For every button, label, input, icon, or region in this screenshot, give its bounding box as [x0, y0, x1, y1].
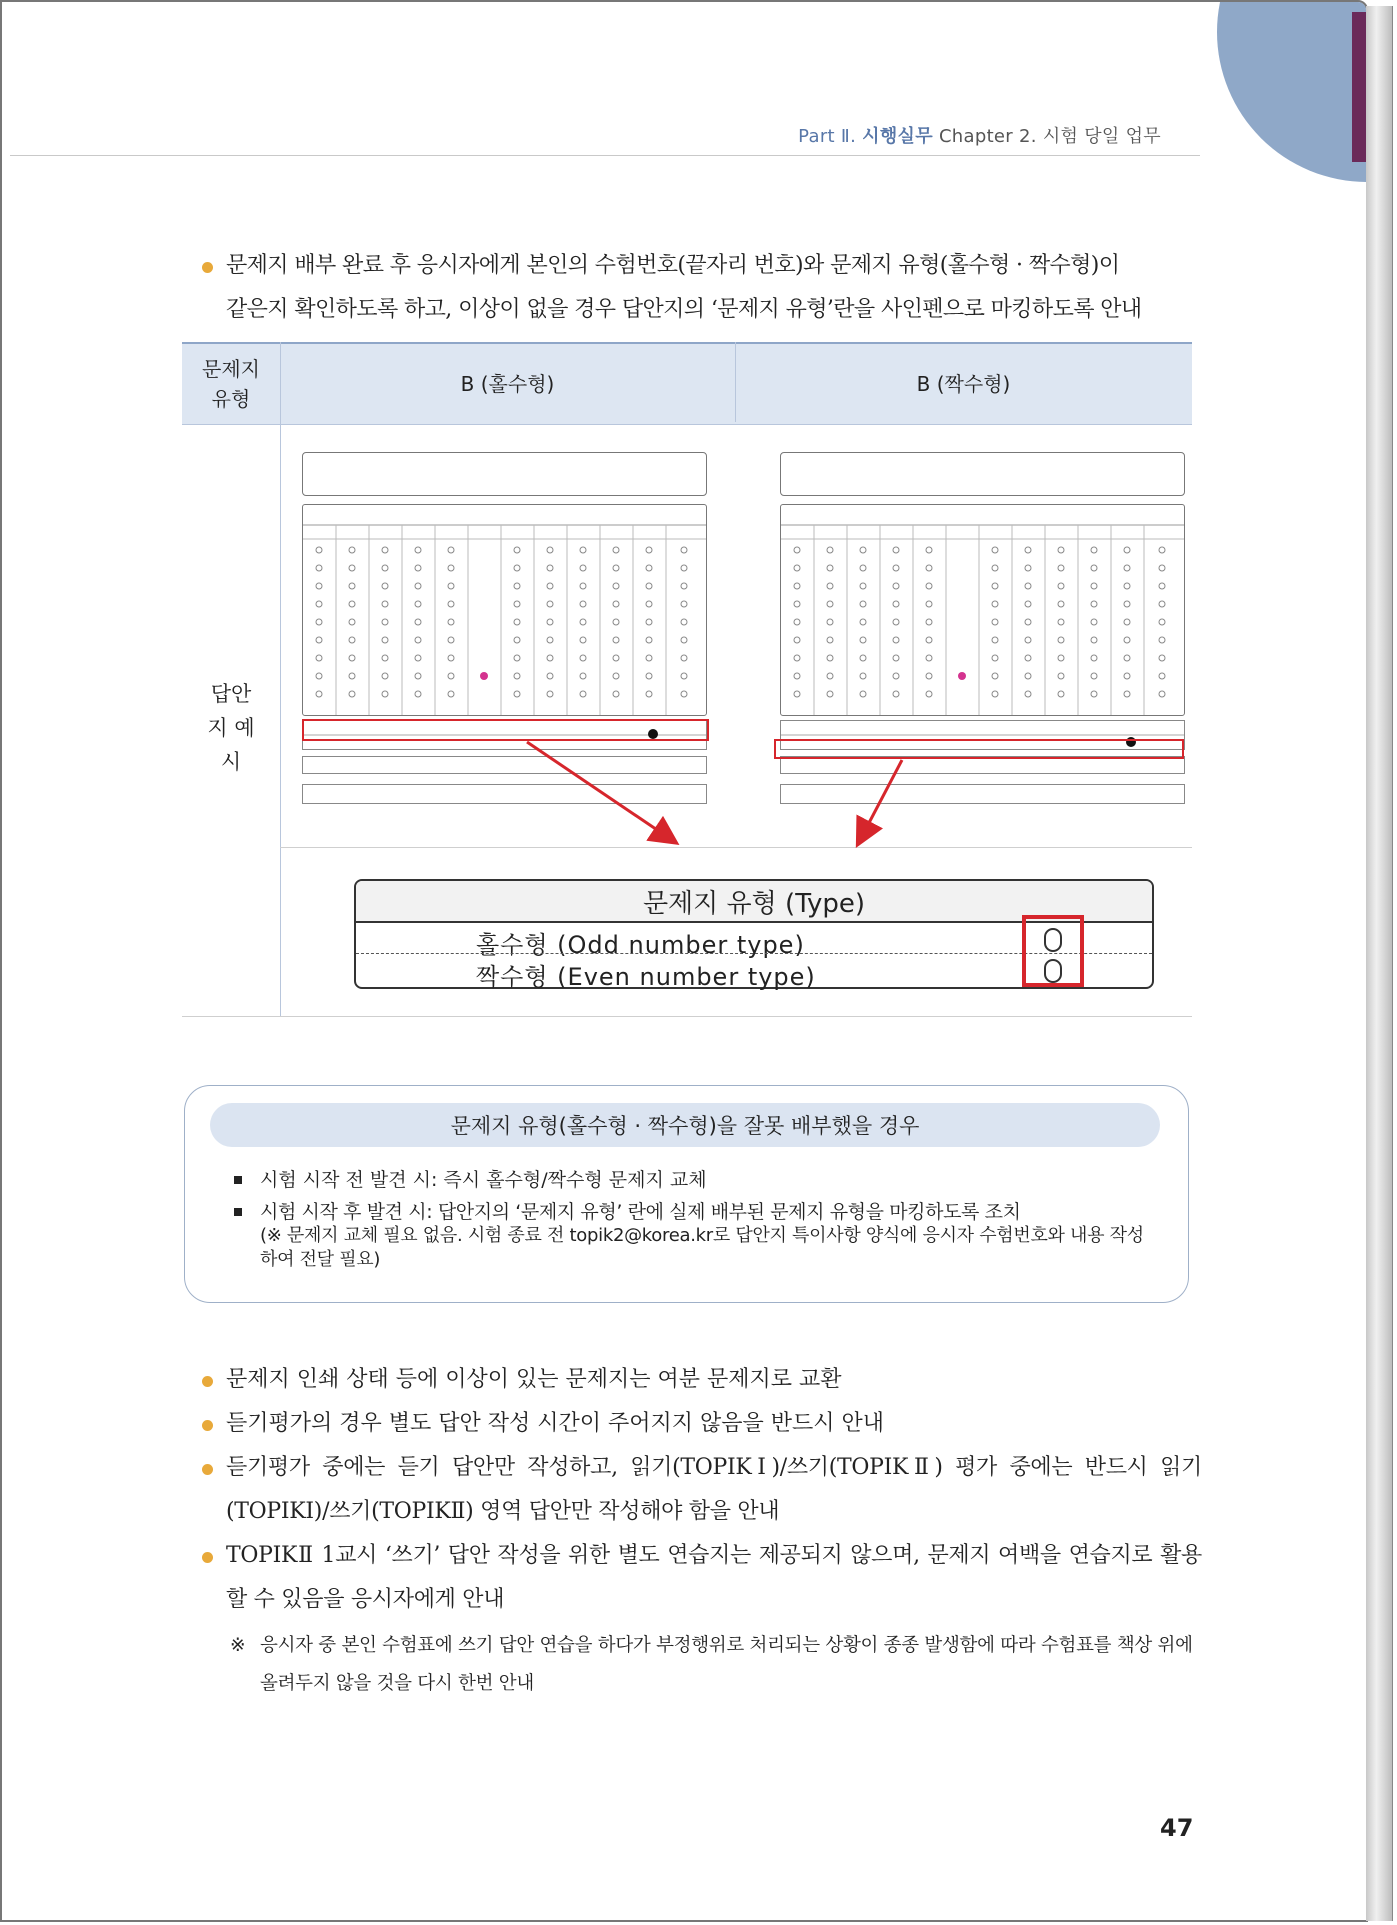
bubble-highlight: [1022, 915, 1084, 987]
list-item: 듣기평가 중에는 듣기 답안만 작성하고, 읽기(TOPIKⅠ)/쓰기(TOPIKⅡ) 평가 중에는 반드시 읽기(TOPIKⅠ)/쓰기(TOPIKⅡ) 영역 답안만 작성해야 함을 안내: [192, 1446, 1202, 1534]
list-item: 듣기평가의 경우 별도 답안 작성 시간이 주어지지 않음을 반드시 안내: [192, 1402, 1202, 1446]
page-edge: [1366, 6, 1393, 1921]
intro-line-1: 문제지 배부 완료 후 응시자에게 본인의 수험번호(끝자리 번호)와 문제지 유형(홀수형 · 짝수형)이: [226, 253, 1120, 278]
notice-title: 문제지 유형(홀수형 · 짝수형)을 잘못 배부했을 경우: [210, 1103, 1160, 1147]
intro-line-2: 같은지 확인하도록 하고, 이상이 없을 경우 답안지의 ‘문제지 유형’란을 사인펜으로 마킹하도록 안내: [226, 297, 1142, 322]
arrow-odd: [527, 742, 672, 840]
asterisk-note-text: 응시자 중 본인 수험표에 쓰기 답안 연습을 하다가 부정행위로 처리되는 상황이 종종 발생함에 따라 수험표를 책상 위에 올려두지 않을 것을 다시 한번 안내: [260, 1635, 1193, 1694]
reference-mark: ※: [230, 1635, 246, 1656]
list-item: TOPIKⅡ 1교시 ‘쓰기’ 답안 작성을 위한 별도 연습지는 제공되지 않으며, 문제지 여백을 연습지로 활용할 수 있음을 응시자에게 안내: [192, 1534, 1202, 1622]
bullet-list: [192, 1358, 1202, 1622]
list-item: 문제지 인쇄 상태 등에 이상이 있는 문제지는 여분 문제지로 교환: [192, 1358, 1202, 1402]
table-header-odd: B (홀수형): [460, 372, 555, 396]
bullet-dot-icon: [202, 1464, 213, 1475]
arrow-even: [860, 760, 902, 840]
table-header-label: 문제지 유형: [202, 357, 260, 411]
header-part: Part Ⅱ.: [798, 126, 857, 147]
square-bullet-icon: [234, 1176, 242, 1184]
type-box-enlarged: [354, 879, 1154, 989]
intro-bullet: [192, 244, 1202, 332]
running-header: [798, 122, 1161, 148]
bullet-dot-icon: [202, 1552, 213, 1563]
table-header-even: B (짝수형): [916, 372, 1011, 396]
type-box-title: 문제지 유형 (Type): [356, 881, 1152, 923]
intro-bullet-block: [192, 244, 1202, 332]
corner-decoration: [1217, 0, 1368, 182]
notice-item: 시험 시작 후 발견 시: 답안지의 ‘문제지 유형’ 란에 실제 배부된 문제지 유형을 마킹하도록 조치 (※ 문제지 교체 필요 없음. 시험 종료 전 topik2@korea.kr로 답안지 특이사항 양식에 응시자 수험번호와 내용 작성하여 전달 필요): [230, 1200, 1150, 1272]
notice-items: [230, 1168, 1150, 1280]
page-number: 47: [1160, 1814, 1194, 1842]
bullet-dot-icon: [202, 262, 213, 273]
bullet-dot-icon: [202, 1376, 213, 1387]
header-divider: [10, 155, 1200, 156]
asterisk-note: [230, 1627, 1200, 1703]
table-row-label: 답안지 예시: [207, 682, 255, 774]
type-odd-label: 홀수형 (Odd number type): [476, 931, 805, 959]
bullet-dot-icon: [202, 1420, 213, 1431]
header-section: 시행실무: [862, 126, 933, 147]
header-chapter: Chapter 2. 시험 당일 업무: [938, 126, 1161, 147]
type-even-label: 짝수형 (Even number type): [476, 963, 816, 991]
notice-item: 시험 시작 전 발견 시: 즉시 홀수형/짝수형 문제지 교체: [230, 1168, 1150, 1192]
square-bullet-icon: [234, 1208, 242, 1216]
notice-box: [184, 1085, 1189, 1303]
notice-item-sub: (※ 문제지 교체 필요 없음. 시험 종료 전 topik2@korea.kr로 답안지 특이사항 양식에 응시자 수험번호와 내용 작성하여 전달 필요): [260, 1225, 1144, 1270]
